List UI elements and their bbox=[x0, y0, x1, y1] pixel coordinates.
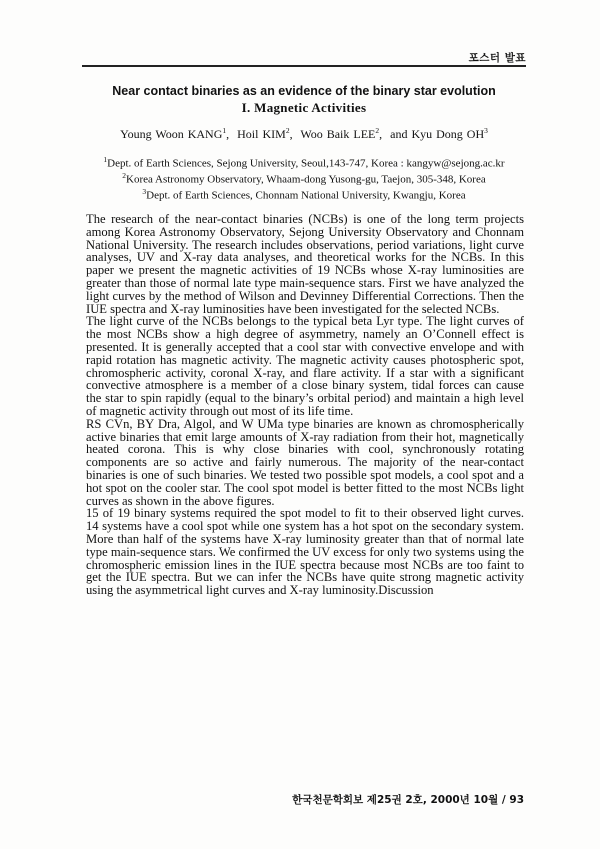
paper-title: Near contact binaries as an evidence of the binary star evolution bbox=[112, 84, 496, 98]
affiliation-1: $^1$Dept. of Earth Sciences, Sejong University, Seoul,143-747, Korea : kangyw@sejong.ac.kr bbox=[103, 155, 505, 170]
abstract-paragraph: The light curve of the NCBs belongs to the typical beta Lyr type. The light curves of the most NCBs show a high degree of asymmetry, namely an O’Connell effect is presented. It is generally accepted that a cool star with convective envelope and with rapid rotation has magnetic activity. The magnetic activity causes photospheric spot, chromospheric activity, coronal X-ray, and flare activity. If a star with a significant convective atmosphere is a member of a close binary system, tidal forces can cause the star to spin rapidly (equal to the binary’s orbital period) and maintain a high level of magnetic activity through out most of its life time. bbox=[86, 314, 524, 418]
section-tag: 포스터 발표 bbox=[468, 52, 526, 64]
paper-subtitle: I. Magnetic Activities bbox=[241, 100, 367, 115]
affiliation-3: $^3$Dept. of Earth Sciences, Chonnam National University, Kwangju, Korea bbox=[142, 187, 466, 202]
journal-footer: 한국천문학회보 제25권 2호, 2000년 10월 / 93 bbox=[292, 794, 524, 806]
author-name: and Kyu Dong OH bbox=[390, 127, 485, 141]
author-affiliation-mark: 1 bbox=[222, 126, 227, 135]
author-list: Young Woon KANG$^1$, Hoil KIM$^2$, Woo Baik LEE$^2$, and Kyu Dong $OH^3$ bbox=[120, 126, 488, 141]
author-affiliation-mark: 3 bbox=[484, 126, 488, 135]
abstract-paragraph: 15 of 19 binary systems required the spot model to fit to their observed light curves. 14 systems have a cool spot while one system has a hot spot on the secondary system. More than half of the systems have X-ray luminosity greater than that of normal late type main-sequence stars. We confirmed the UV excess for only two systems using the chromospheric emission lines in the IUE spectra because most NCBs are too faint to get the IUE spectra. But we can infer the NCBs have quite strong magnetic activity using the asymmetrical light curves and X-ray luminosity.Discussion bbox=[86, 506, 524, 598]
author-name: Young Woon KANG bbox=[120, 127, 223, 141]
author-name: Woo Baik LEE bbox=[300, 127, 376, 141]
abstract-paragraph: RS CVn, BY Dra, Algol, and W UMa type binaries are known as chromospherically active binaries that emit large amounts of X-ray radiation from their hot, magnetically heated corona. This is why close binaries with cool, synchronously rotating components are so active and fairly numerous. The majority of the near-contact binaries is one of such binaries. We tested two possible spot models, a cool spot and a hot spot on the cooler star. The cool spot model is better fitted to the most NCBs light curves as shown in the above figures. bbox=[86, 416, 524, 508]
author-affiliation-mark: 2 bbox=[285, 126, 290, 135]
author-affiliation-mark: 2 bbox=[375, 126, 380, 135]
affiliation-2: $^2$Korea Astronomy Observatory, Whaam-dong Yusong-gu, Taejon, 305-348, Korea bbox=[122, 171, 486, 186]
author-name: Hoil KIM bbox=[237, 127, 286, 141]
abstract-paragraph: The research of the near-contact binaries (NCBs) is one of the long term projects among Korea Astronomy Observatory, Sejong University Observatory and Chonnam National University. The research includes observations, period variations, light curve analyses, UV and X-ray data analyses, and theoretical works for the NCBs. In this paper we present the magnetic activities of 19 NCBs whose X-ray luminosities are greater than those of normal late type main-sequence stars. First we have analyzed the light curves by the method of Wilson and Devinney Differential Corrections. Then the IUE spectra and X-ray luminosities have been investigated for the selected NCBs. bbox=[86, 212, 524, 316]
abstract-body bbox=[86, 213, 524, 597]
header-rule bbox=[82, 65, 526, 67]
